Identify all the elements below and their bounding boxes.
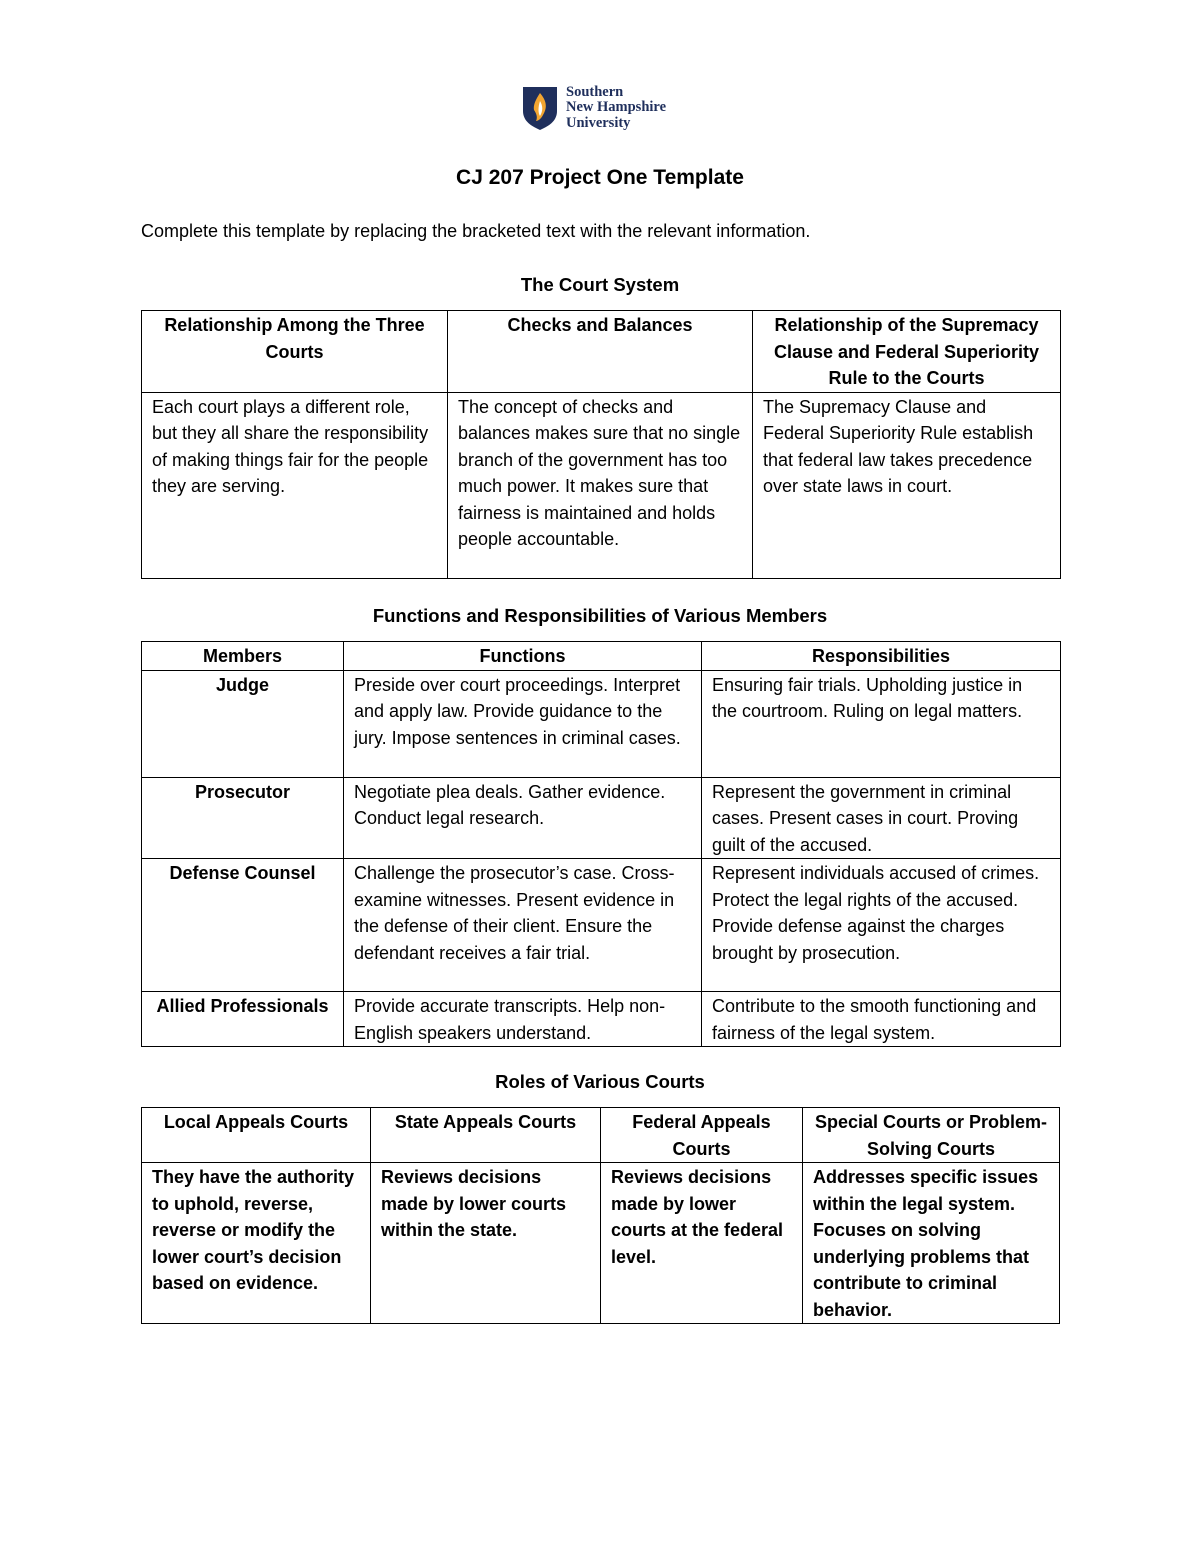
member-name: Defense Counsel [142, 859, 344, 992]
table-header-row [142, 1108, 1060, 1163]
members-heading: Functions and Responsibilities of Various Members [372, 605, 828, 626]
court-system-table [141, 310, 1061, 579]
table-cell: The Supremacy Clause and Federal Superiority Rule establish that federal law takes precedence over state laws in court. [753, 392, 1061, 578]
member-functions: Negotiate plea deals. Gather evidence. Conduct legal research. [344, 777, 702, 859]
document-title: CJ 207 Project One Template [456, 166, 744, 189]
member-name: Judge [142, 670, 344, 777]
logo-line-3: University [566, 114, 631, 131]
logo-wordmark [566, 85, 666, 132]
logo-line-2: New Hampshire [566, 99, 667, 116]
courts-heading: Roles of Various Courts [495, 1071, 705, 1092]
table-cell: Reviews decisions made by lower courts within the state. [371, 1163, 601, 1324]
table-cell: Reviews decisions made by lower courts at the federal level. [601, 1163, 803, 1324]
member-responsibilities: Ensuring fair trials. Upholding justice in the courtroom. Ruling on legal matters. [702, 670, 1061, 777]
column-header: Local Appeals Courts [142, 1108, 371, 1163]
court-system-heading: The Court System [520, 274, 680, 295]
column-header: State Appeals Courts [371, 1108, 601, 1163]
table-header-row [142, 311, 1061, 393]
table-row [142, 1163, 1060, 1324]
shield-flame-icon [521, 85, 559, 131]
table-row [142, 859, 1061, 992]
table-row [142, 392, 1061, 578]
university-logo [521, 84, 691, 132]
column-header: Relationship Among the Three Courts [142, 311, 448, 393]
member-name: Prosecutor [142, 777, 344, 859]
table-row [142, 777, 1061, 859]
member-name: Allied Professionals [142, 992, 344, 1047]
column-header: Special Courts or Problem-Solving Courts [803, 1108, 1060, 1163]
table-cell: Each court plays a different role, but they all share the responsibility of making things fair for the people they are serving. [142, 392, 448, 578]
column-header: Checks and Balances [448, 311, 753, 393]
members-table [141, 641, 1061, 1047]
table-header-row [142, 642, 1061, 671]
member-functions: Challenge the prosecutor’s case. Cross-examine witnesses. Present evidence in the defense of their client. Ensure the defendant receives a fair trial. [344, 859, 702, 992]
member-functions: Preside over court proceedings. Interpret and apply law. Provide guidance to the jury. Impose sentences in criminal cases. [344, 670, 702, 777]
table-cell: They have the authority to uphold, reverse, reverse or modify the lower court’s decision based on evidence. [142, 1163, 371, 1324]
member-functions: Provide accurate transcripts. Help non-English speakers understand. [344, 992, 702, 1047]
column-header: Relationship of the Supremacy Clause and Federal Superiority Rule to the Courts [753, 311, 1061, 393]
logo-line-1: Southern [566, 83, 624, 100]
table-row [142, 992, 1061, 1047]
courts-table [141, 1107, 1060, 1324]
instructions-text: Complete this template by replacing the bracketed text with the relevant information. [141, 221, 811, 241]
table-cell: Addresses specific issues within the legal system. Focuses on solving underlying problems that contribute to criminal behavior. [803, 1163, 1060, 1324]
table-row [142, 670, 1061, 777]
column-header: Federal Appeals Courts [601, 1108, 803, 1163]
member-responsibilities: Represent the government in criminal cases. Present cases in court. Proving guilt of the accused. [702, 777, 1061, 859]
column-header: Functions [344, 642, 702, 671]
member-responsibilities: Contribute to the smooth functioning and fairness of the legal system. [702, 992, 1061, 1047]
member-responsibilities: Represent individuals accused of crimes. Protect the legal rights of the accused. Provide defense against the charges brought by prosecution. [702, 859, 1061, 992]
table-cell: The concept of checks and balances makes sure that no single branch of the government has too much power. It makes sure that fairness is maintained and holds people accountable. [448, 392, 753, 578]
column-header: Members [142, 642, 344, 671]
column-header: Responsibilities [702, 642, 1061, 671]
